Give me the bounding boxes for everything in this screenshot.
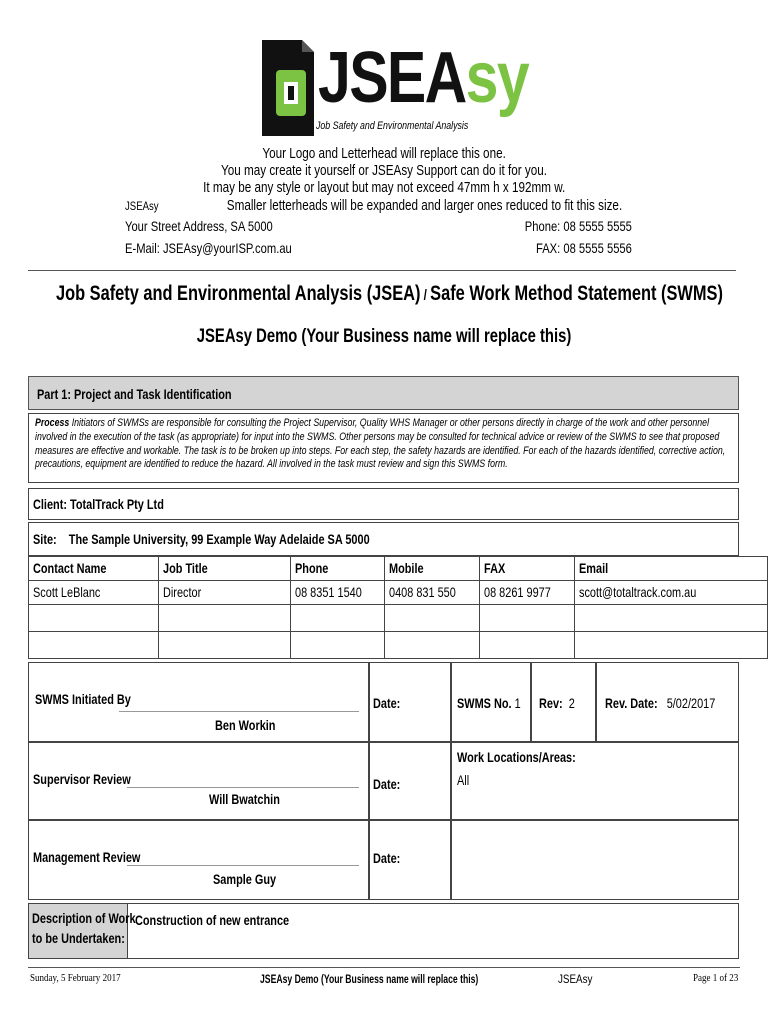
logo-wordmark-main: JSEA <box>318 38 466 118</box>
site-label: Site: <box>33 531 57 547</box>
supervisor-name[interactable]: Will Bwatchin <box>209 791 280 807</box>
empty-cell[interactable] <box>29 605 159 632</box>
description-label-cell <box>29 904 136 958</box>
company-name: JSEAsy <box>125 199 159 213</box>
swms-initiated-cell <box>28 662 369 742</box>
business-name-heading: JSEAsy Demo (Your Business name will replace this) <box>196 326 572 347</box>
client-row <box>28 488 739 520</box>
description-value[interactable]: Construction of new entrance <box>135 912 290 928</box>
part1-header <box>28 376 739 410</box>
process-description <box>35 417 731 472</box>
empty-cell[interactable] <box>574 632 767 659</box>
empty-cell[interactable] <box>290 632 385 659</box>
contact-jobtitle-cell[interactable]: Director <box>158 581 290 605</box>
management-date-cell[interactable] <box>369 820 451 900</box>
signature-line <box>127 787 359 788</box>
description-label-line2: to be Undertaken: <box>32 930 125 946</box>
rev-value: 2 <box>568 695 575 711</box>
empty-cell[interactable] <box>158 632 290 659</box>
document-title <box>56 282 723 306</box>
contact-fax-cell[interactable]: 08 8261 9977 <box>480 581 575 605</box>
company-address: Your Street Address, SA 5000 <box>125 218 273 234</box>
footer-divider <box>28 967 740 968</box>
management-date-label: Date: <box>373 850 401 866</box>
contacts-header-cell: Phone <box>290 557 385 581</box>
process-box <box>28 413 739 483</box>
management-blank-cell <box>451 820 739 900</box>
logo-tagline: Job Safety and Environmental Analysis <box>316 120 469 132</box>
contacts-header-cell: Mobile <box>385 557 480 581</box>
empty-cell[interactable] <box>480 632 575 659</box>
contact-phone-cell[interactable]: 08 8351 1540 <box>290 581 385 605</box>
swms-no-value: 1 <box>514 695 521 711</box>
description-label-line1: Description of Work <box>32 910 136 926</box>
management-name[interactable]: Sample Guy <box>213 871 277 887</box>
supervisor-date-label: Date: <box>373 776 401 792</box>
letterhead-note-2: You may create it yourself or JSEAsy Support can do it for you. <box>220 162 548 179</box>
logo-wordmark-accent: sy <box>465 38 529 118</box>
contact-name-cell[interactable]: Scott LeBlanc <box>29 581 159 605</box>
table-row <box>29 632 768 659</box>
work-locations-label: Work Locations/Areas: <box>457 749 576 765</box>
contacts-header-cell: Contact Name <box>29 557 159 581</box>
process-text: Initiators of SWMSs are responsible for consulting the Project Supervisor, Quality WHS Manager or other persons directly in charge of the work and other personnel involved in the execution of the task (as appropriate) for input into the SWMS. Other persons may be consulted for technical advice or review of the SWMS to see that proposed measures are effective and workable. The task is to be broken up into steps. For each step, the safety hazards are identified. For each of the hazards identified, corrective action, precautions, equipment are identified to reduce the hazard. All involved in the task must review and sign this SWMS form. <box>35 417 726 471</box>
description-row <box>28 903 739 959</box>
document-title-separator: / <box>420 287 431 304</box>
company-email[interactable]: E-Mail: JSEAsy@yourISP.com.au <box>125 240 292 256</box>
document-title-swms: Safe Work Method Statement (SWMS) <box>430 282 723 305</box>
rev-cell[interactable] <box>531 662 596 742</box>
contact-email-cell[interactable]: scott@totaltrack.com.au <box>574 581 767 605</box>
supervisor-review-label: Supervisor Review <box>33 771 131 787</box>
initiated-date-label: Date: <box>373 695 401 711</box>
company-phone: Phone: 08 5555 5555 <box>524 218 632 234</box>
swms-no-cell[interactable] <box>451 662 531 742</box>
signature-line <box>119 711 359 712</box>
table-row <box>29 605 768 632</box>
empty-cell[interactable] <box>385 632 480 659</box>
contact-mobile-cell[interactable]: 0408 831 550 <box>385 581 480 605</box>
contacts-header-cell: Job Title <box>158 557 290 581</box>
signature-line <box>127 865 359 866</box>
contacts-table <box>28 556 768 659</box>
empty-cell[interactable] <box>480 605 575 632</box>
empty-cell[interactable] <box>290 605 385 632</box>
process-label: Process <box>35 417 70 429</box>
rev-date-label: Rev. Date: <box>605 695 658 711</box>
supervisor-review-cell <box>28 742 369 820</box>
footer-brand: JSEAsy <box>558 972 593 986</box>
table-row <box>29 581 768 605</box>
management-review-label: Management Review <box>33 849 141 865</box>
site-row <box>28 522 739 556</box>
contacts-header-cell: Email <box>574 557 767 581</box>
letterhead-note-3: It may be any style or layout but may not exceed 47mm h x 192mm w. <box>202 179 566 196</box>
letterhead-note-1: Your Logo and Letterhead will replace this one. <box>262 145 506 162</box>
rev-date-cell[interactable] <box>596 662 739 742</box>
client-value[interactable]: TotalTrack Pty Ltd <box>70 496 164 512</box>
site-value[interactable]: The Sample University, 99 Example Way Adelaide SA 5000 <box>68 531 370 547</box>
letterhead-divider <box>28 270 736 271</box>
logo-wordmark <box>318 38 528 118</box>
contacts-header-cell: FAX <box>480 557 575 581</box>
work-locations-value: All <box>457 772 470 788</box>
work-locations-cell[interactable] <box>451 742 739 820</box>
company-fax: FAX: 08 5555 5556 <box>536 240 632 256</box>
empty-cell[interactable] <box>29 632 159 659</box>
client-label: Client: <box>33 496 67 512</box>
letterhead-note-4: Smaller letterheads will be expanded and larger ones reduced to fit this size. <box>226 197 622 214</box>
initiated-date-cell[interactable] <box>369 662 451 742</box>
swms-initiated-name[interactable]: Ben Workin <box>215 717 276 733</box>
empty-cell[interactable] <box>574 605 767 632</box>
empty-cell[interactable] <box>385 605 480 632</box>
rev-date-value: 5/02/2017 <box>666 695 716 711</box>
footer-page-number: Page 1 of 23 <box>692 972 738 984</box>
swms-initiated-label: SWMS Initiated By <box>35 691 131 707</box>
document-title-jsea: Job Safety and Environmental Analysis (JSEA) <box>56 282 421 305</box>
footer-business: JSEAsy Demo (Your Business name will replace this) <box>260 972 479 986</box>
empty-cell[interactable] <box>158 605 290 632</box>
swms-no-label: SWMS No. <box>457 695 512 711</box>
contacts-header-row <box>29 557 768 581</box>
rev-label: Rev: <box>539 695 563 711</box>
management-review-cell <box>28 820 369 900</box>
part1-title: Part 1: Project and Task Identification <box>37 386 232 402</box>
footer-date: Sunday, 5 February 2017 <box>30 972 121 984</box>
supervisor-date-cell[interactable] <box>369 742 451 820</box>
